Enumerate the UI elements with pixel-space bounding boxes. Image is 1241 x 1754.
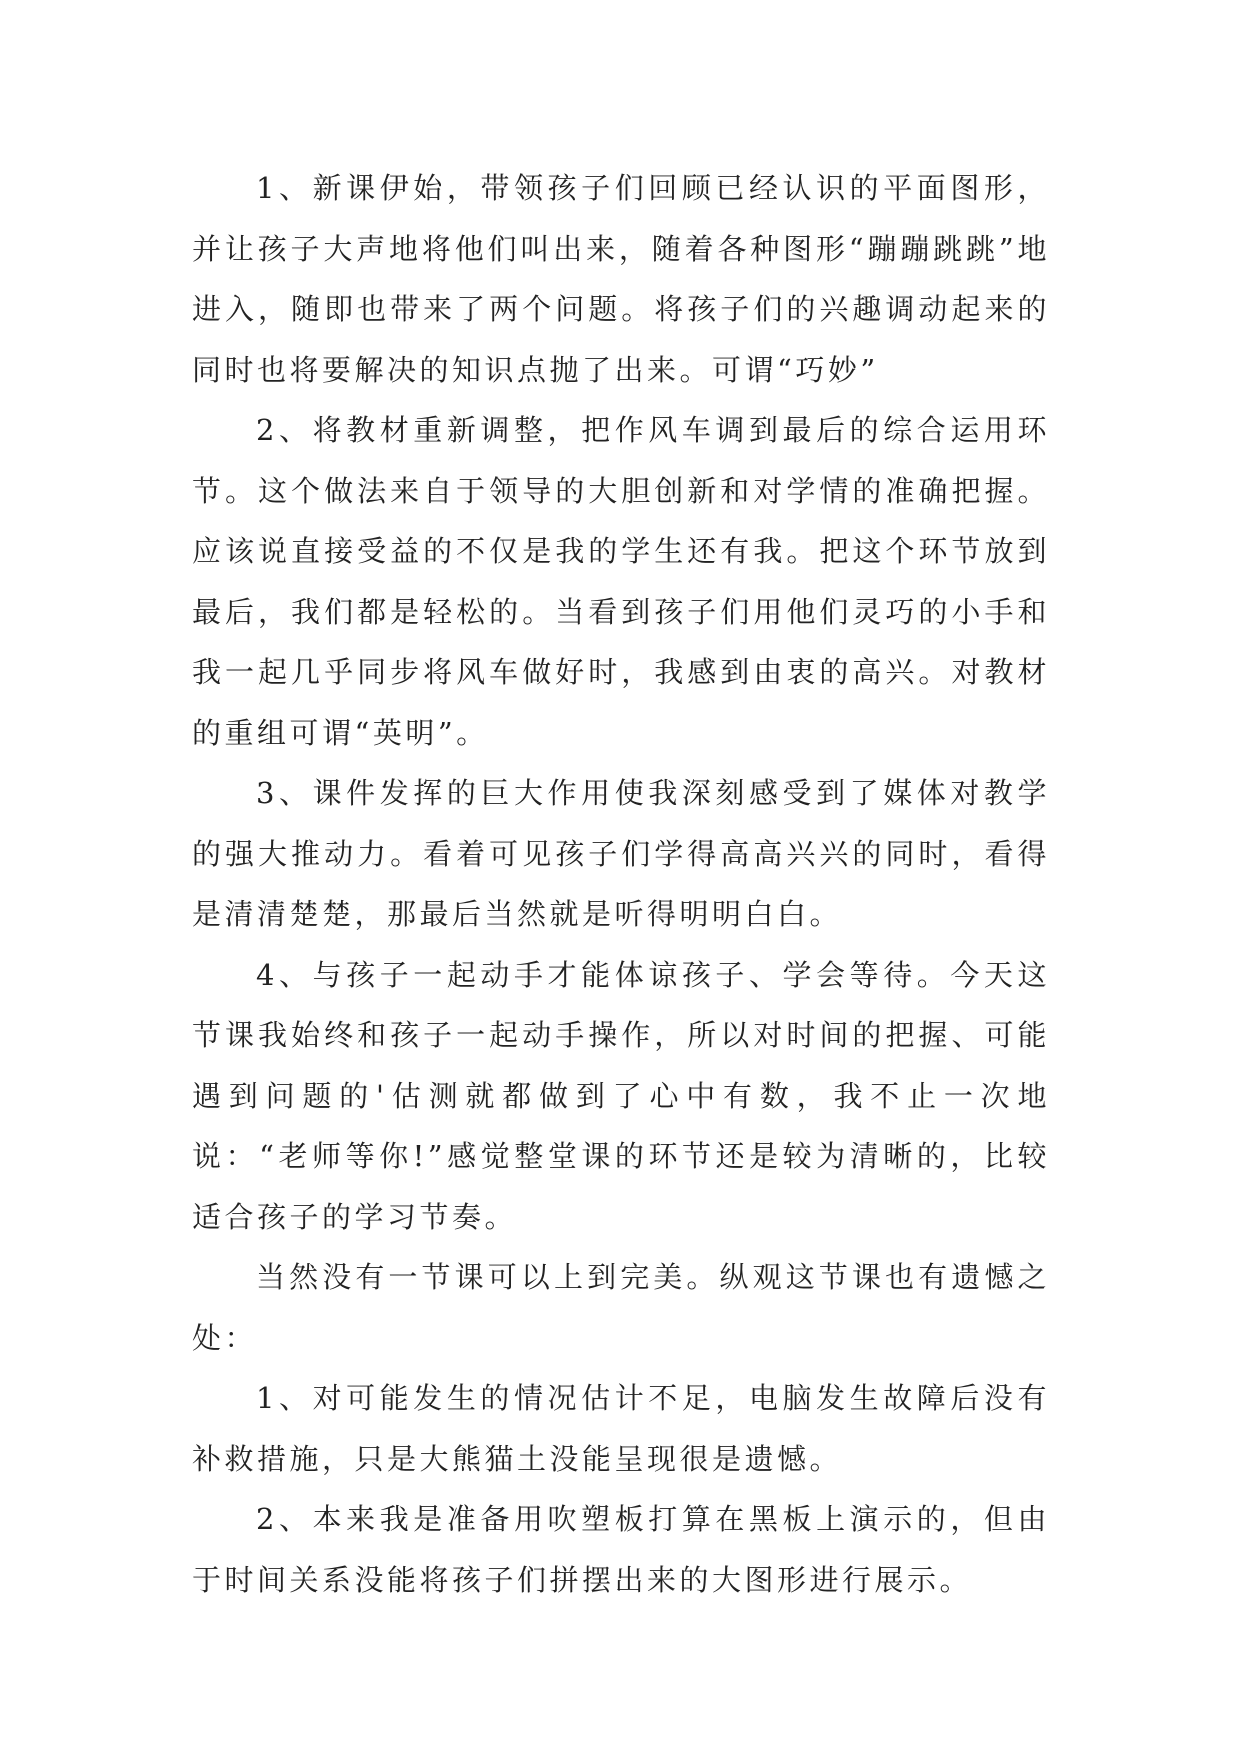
- paragraph-6: 1、对可能发生的情况估计不足，电脑发生故障后没有补救措施，只是大熊猫土没能呈现很是遗憾。: [192, 1381, 1050, 1476]
- paragraph-1: 1、新课伊始，带领孩子们回顾已经认识的平面图形，并让孩子大声地将他们叫出来，随着各种图形“蹦蹦跳跳”地进入，随即也带来了两个问题。将孩子们的兴趣调动起来的同时也将要解决的知识点抛了出来。可谓“巧妙”: [192, 171, 1050, 387]
- paragraph-4: 4、与孩子一起动手才能体谅孩子、学会等待。今天这节课我始终和孩子一起动手操作，所以对时间的把握、可能遇到问题的'估测就都做到了心中有数，我不止一次地说：“老师等你!”感觉整堂课的环节还是较为清晰的，比较适合孩子的学习节奏。: [192, 957, 1050, 1234]
- paragraph-3: 3、课件发挥的巨大作用使我深刻感受到了媒体对教学的强大推动力。看着可见孩子们学得高高兴兴的同时，看得是清清楚楚，那最后当然就是听得明明白白。: [192, 776, 1050, 931]
- paragraph-5: 当然没有一节课可以上到完美。纵观这节课也有遗憾之处：: [192, 1260, 1050, 1355]
- paragraph-7: 2、本来我是准备用吹塑板打算在黑板上演示的，但由于时间关系没能将孩子们拼摆出来的大图形进行展示。: [192, 1502, 1050, 1597]
- paragraph-2: 2、将教材重新调整，把作风车调到最后的综合运用环节。这个做法来自于领导的大胆创新和对学情的准确把握。应该说直接受益的不仅是我的学生还有我。把这个环节放到最后，我们都是轻松的。当看到孩子们用他们灵巧的小手和我一起几乎同步将风车做好时，我感到由衷的高兴。对教材的重组可谓“英明”。: [192, 413, 1050, 750]
- document-body: [192, 158, 1050, 1610]
